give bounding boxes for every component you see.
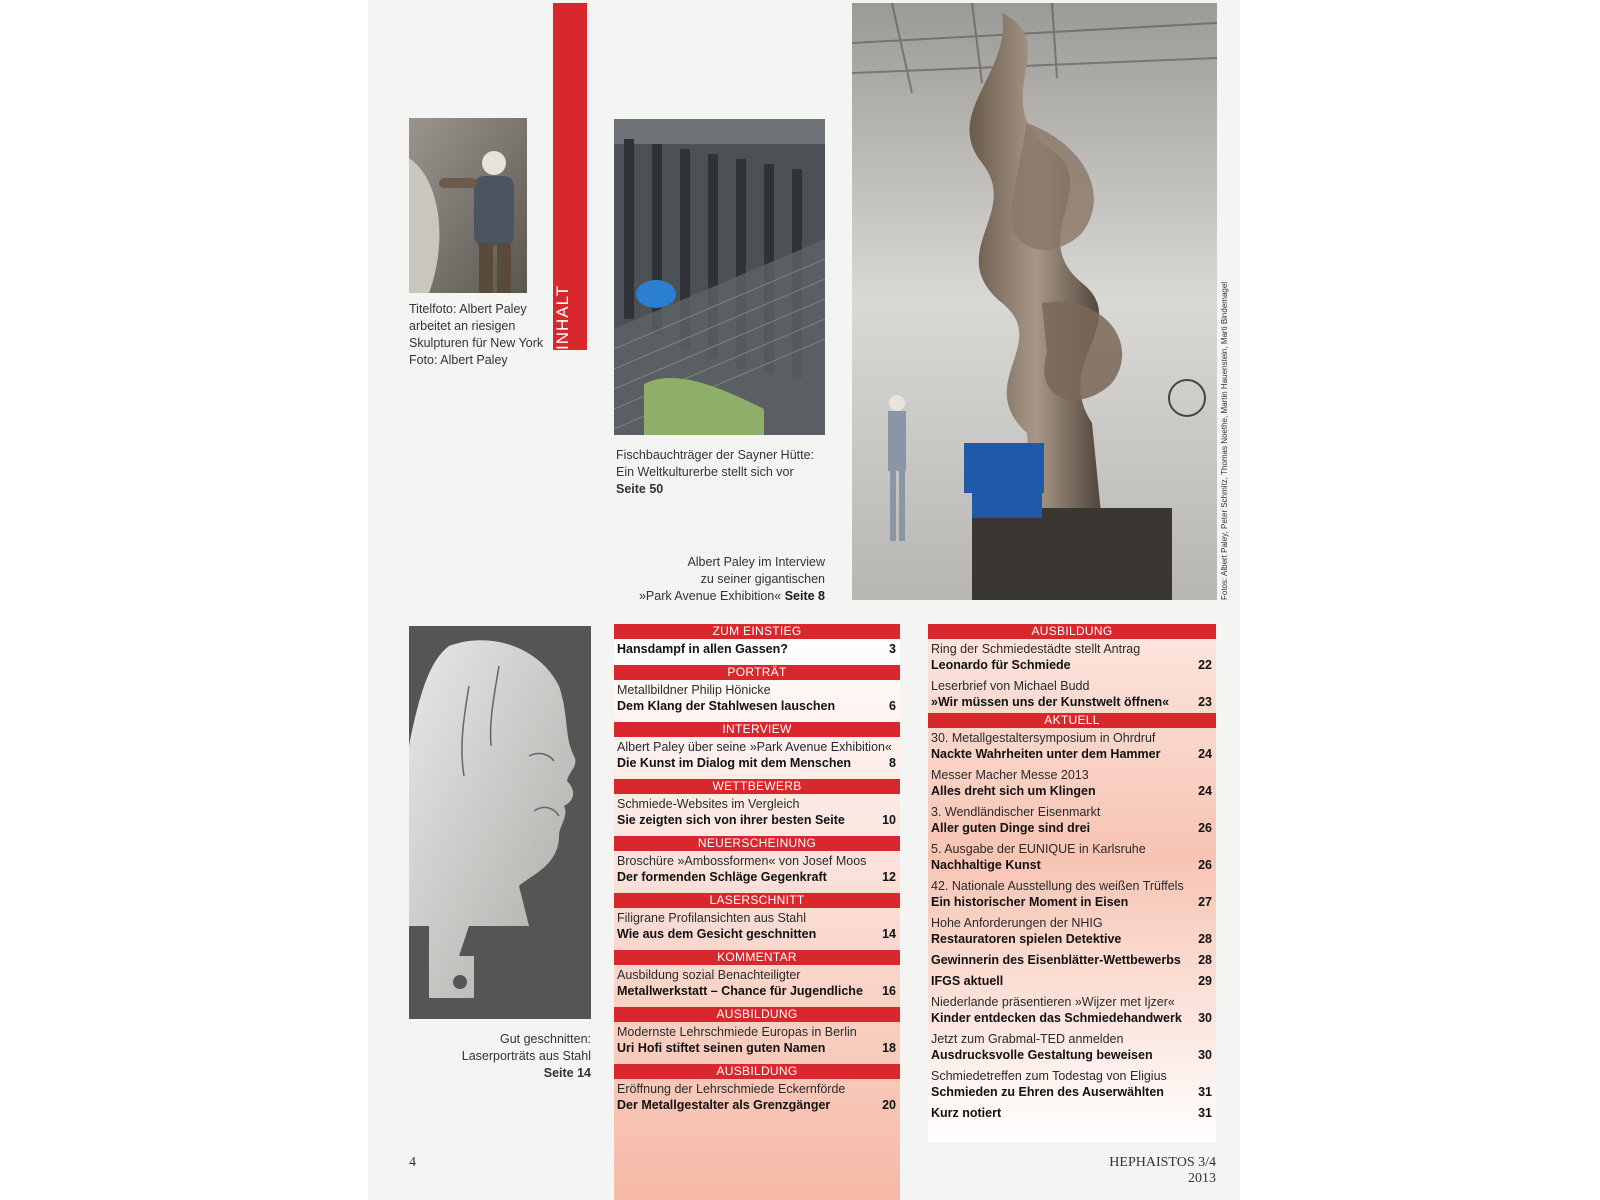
toc-entry-page: 27 bbox=[1198, 895, 1212, 909]
toc-entry-kicker: 42. Nationale Ausstellung des weißen Trüffels bbox=[931, 879, 1184, 893]
toc-entry-page: 22 bbox=[1198, 658, 1212, 672]
toc-entry[interactable] bbox=[614, 1022, 900, 1058]
toc-entry-title: Der Metallgestalter als Grenzgänger bbox=[617, 1098, 831, 1112]
toc-entry-title: Dem Klang der Stahlwesen lauschen bbox=[617, 699, 836, 713]
toc-entry-page: 31 bbox=[1198, 1106, 1212, 1120]
toc-right-column bbox=[928, 624, 1216, 1142]
toc-entry-kicker: Schmiede-Websites im Vergleich bbox=[617, 797, 800, 811]
toc-section-header: NEUERSCHEINUNG bbox=[614, 836, 900, 851]
toc-entry-kicker: 3. Wendländischer Eisenmarkt bbox=[931, 805, 1101, 819]
toc-entry[interactable] bbox=[928, 1066, 1216, 1102]
title-photo-caption: Titelfoto: Albert Paley arbeitet an riesigen Skulpturen für New York Foto: Albert Paley bbox=[409, 302, 544, 367]
toc-entry[interactable] bbox=[928, 1103, 1216, 1123]
toc-entry-title: Wie aus dem Gesicht geschnitten bbox=[617, 927, 817, 941]
toc-entry-page: 28 bbox=[1198, 932, 1212, 946]
toc-entry[interactable] bbox=[928, 802, 1216, 838]
toc-section-header: LASERSCHNITT bbox=[614, 893, 900, 908]
toc-entry-page: 20 bbox=[882, 1098, 896, 1112]
toc-entry[interactable] bbox=[928, 728, 1216, 764]
photo-credit: Fotos: Albert Paley, Peter Schmitz, Thomas Noethe, Martin Hauenstein, Marti Bindemagel bbox=[1220, 281, 1229, 600]
toc-entry[interactable] bbox=[928, 971, 1216, 991]
toc-entry-title: Kinder entdecken das Schmiedehandwerk bbox=[931, 1011, 1182, 1025]
toc-entry-page: 30 bbox=[1198, 1048, 1212, 1062]
toc-entry-title: Metallwerkstatt – Chance für Jugendliche bbox=[617, 984, 863, 998]
toc-entry-kicker: Jetzt zum Grabmal-TED anmelden bbox=[931, 1032, 1124, 1046]
toc-entry-page: 26 bbox=[1198, 821, 1212, 835]
inhalt-label: INHALT bbox=[553, 284, 572, 350]
toc-entry[interactable] bbox=[928, 676, 1216, 712]
toc-entry[interactable] bbox=[614, 1079, 900, 1115]
toc-entry[interactable] bbox=[614, 965, 900, 1001]
toc-entry[interactable] bbox=[614, 851, 900, 887]
toc-section-header: ZUM EINSTIEG bbox=[614, 624, 900, 639]
toc-entry-title: »Wir müssen uns der Kunstwelt öffnen« bbox=[931, 695, 1170, 709]
toc-entry-page: 16 bbox=[882, 984, 896, 998]
toc-entry-page: 29 bbox=[1198, 974, 1212, 988]
toc-entry-title: Hansdampf in allen Gassen? bbox=[617, 642, 788, 656]
toc-left-column bbox=[614, 624, 900, 1200]
paley-sculpture-photo bbox=[852, 3, 1217, 600]
toc-entry-page: 23 bbox=[1198, 695, 1212, 709]
toc-entry-page: 28 bbox=[1198, 953, 1212, 967]
toc-entry-title: Nachhaltige Kunst bbox=[931, 858, 1041, 872]
toc-entry-kicker: Hohe Anforderungen der NHIG bbox=[931, 916, 1103, 930]
toc-section-header: KOMMENTAR bbox=[614, 950, 900, 965]
toc-entry[interactable] bbox=[928, 992, 1216, 1028]
laser-caption: Gut geschnitten: Laserporträts aus Stahl Seite 14 bbox=[461, 1032, 591, 1080]
toc-entry-title: Uri Hofi stiftet seinen guten Namen bbox=[617, 1041, 826, 1055]
toc-entry-title: Schmieden zu Ehren des Auserwählten bbox=[931, 1085, 1164, 1099]
toc-entry-title: Sie zeigten sich von ihrer besten Seite bbox=[617, 813, 845, 827]
toc-entry-kicker: Albert Paley über seine »Park Avenue Exhibition« bbox=[617, 740, 892, 754]
title-photo bbox=[409, 118, 527, 293]
toc-entry-kicker: Eröffnung der Lehrschmiede Eckernförde bbox=[617, 1082, 846, 1096]
toc-section-header: PORTRÄT bbox=[614, 665, 900, 680]
toc-entry-title: Leonardo für Schmiede bbox=[931, 658, 1071, 672]
toc-entry-kicker: Schmiedetreffen zum Todestag von Eligius bbox=[931, 1069, 1167, 1083]
toc-entry-page: 14 bbox=[882, 927, 896, 941]
toc-entry-title: Nackte Wahrheiten unter dem Hammer bbox=[931, 747, 1161, 761]
toc-entry-page: 3 bbox=[889, 642, 896, 656]
toc-entry-kicker: Modernste Lehrschmiede Europas in Berlin bbox=[617, 1025, 857, 1039]
toc-entry-kicker: Leserbrief von Michael Budd bbox=[931, 679, 1090, 693]
toc-section-header: AUSBILDUNG bbox=[614, 1064, 900, 1079]
toc-entry-kicker: 30. Metallgestaltersymposium in Ohrdruf bbox=[931, 731, 1156, 745]
toc-entry-page: 8 bbox=[889, 756, 896, 770]
toc-entry-title: Die Kunst im Dialog mit dem Menschen bbox=[617, 756, 852, 770]
toc-entry[interactable] bbox=[614, 680, 900, 716]
toc-entry-kicker: Messer Macher Messe 2013 bbox=[931, 768, 1089, 782]
toc-entry[interactable] bbox=[928, 765, 1216, 801]
paley-caption: Albert Paley im Interview zu seiner gigantischen »Park Avenue Exhibition« Seite 8 bbox=[638, 555, 825, 603]
toc-entry-title: Aller guten Dinge sind drei bbox=[931, 821, 1091, 835]
toc-entry-kicker: Filigrane Profilansichten aus Stahl bbox=[617, 911, 806, 925]
toc-entry-kicker: Niederlande präsentieren »Wijzer met Ijzer« bbox=[931, 995, 1175, 1009]
toc-entry-title: Alles dreht sich um Klingen bbox=[931, 784, 1096, 798]
toc-entry-page: 26 bbox=[1198, 858, 1212, 872]
toc-entry[interactable] bbox=[614, 794, 900, 830]
toc-entry-page: 18 bbox=[882, 1041, 896, 1055]
toc-entry-page: 6 bbox=[889, 699, 896, 713]
toc-entry[interactable] bbox=[928, 839, 1216, 875]
magazine-issue: HEPHAISTOS 3/4 2013 bbox=[1109, 1155, 1216, 1186]
laser-portrait-photo bbox=[409, 626, 591, 1019]
toc-entry[interactable] bbox=[614, 639, 900, 659]
toc-entry-page: 12 bbox=[882, 870, 896, 884]
toc-entry[interactable] bbox=[614, 908, 900, 944]
toc-entry[interactable] bbox=[928, 876, 1216, 912]
toc-entry-page: 31 bbox=[1198, 1085, 1212, 1099]
toc-entry-page: 30 bbox=[1198, 1011, 1212, 1025]
toc-entry-title: Restauratoren spielen Detektive bbox=[931, 932, 1122, 946]
toc-entry-title: IFGS aktuell bbox=[931, 974, 1004, 988]
toc-entry-title: Der formenden Schläge Gegenkraft bbox=[617, 870, 827, 884]
toc-entry[interactable] bbox=[928, 913, 1216, 949]
toc-entry-page: 24 bbox=[1198, 784, 1212, 798]
toc-section-header: WETTBEWERB bbox=[614, 779, 900, 794]
toc-entry[interactable] bbox=[928, 1029, 1216, 1065]
toc-entry-page: 10 bbox=[882, 813, 896, 827]
toc-entry-title: Kurz notiert bbox=[931, 1106, 1002, 1120]
toc-entry[interactable] bbox=[614, 737, 900, 773]
toc-entry-page: 24 bbox=[1198, 747, 1212, 761]
toc-entry-kicker: Ausbildung sozial Benachteiligter bbox=[617, 968, 801, 982]
sayner-caption: Fischbauchträger der Sayner Hütte: Ein Weltkulturerbe stellt sich vor Seite 50 bbox=[616, 448, 815, 496]
toc-entry-kicker: Ring der Schmiedestädte stellt Antrag bbox=[931, 642, 1141, 656]
sayner-huette-photo bbox=[614, 119, 825, 435]
toc-entry-title: Gewinnerin des Eisenblätter-Wettbewerbs bbox=[931, 953, 1181, 967]
toc-entry[interactable] bbox=[928, 950, 1216, 970]
toc-entry-title: Ausdrucksvolle Gestaltung beweisen bbox=[931, 1048, 1153, 1062]
toc-entry[interactable] bbox=[928, 639, 1216, 675]
toc-section-header: AKTUELL bbox=[928, 713, 1216, 728]
toc-entry-kicker: Broschüre »Ambossformen« von Josef Moos bbox=[617, 854, 867, 868]
toc-entry-kicker: 5. Ausgabe der EUNIQUE in Karlsruhe bbox=[931, 842, 1146, 856]
toc-section-header: AUSBILDUNG bbox=[614, 1007, 900, 1022]
toc-section-header: INTERVIEW bbox=[614, 722, 900, 737]
page-number: 4 bbox=[409, 1155, 416, 1170]
toc-entry-kicker: Metallbildner Philip Hönicke bbox=[617, 683, 771, 697]
toc-section-header: AUSBILDUNG bbox=[928, 624, 1216, 639]
toc-entry-title: Ein historischer Moment in Eisen bbox=[931, 895, 1129, 909]
